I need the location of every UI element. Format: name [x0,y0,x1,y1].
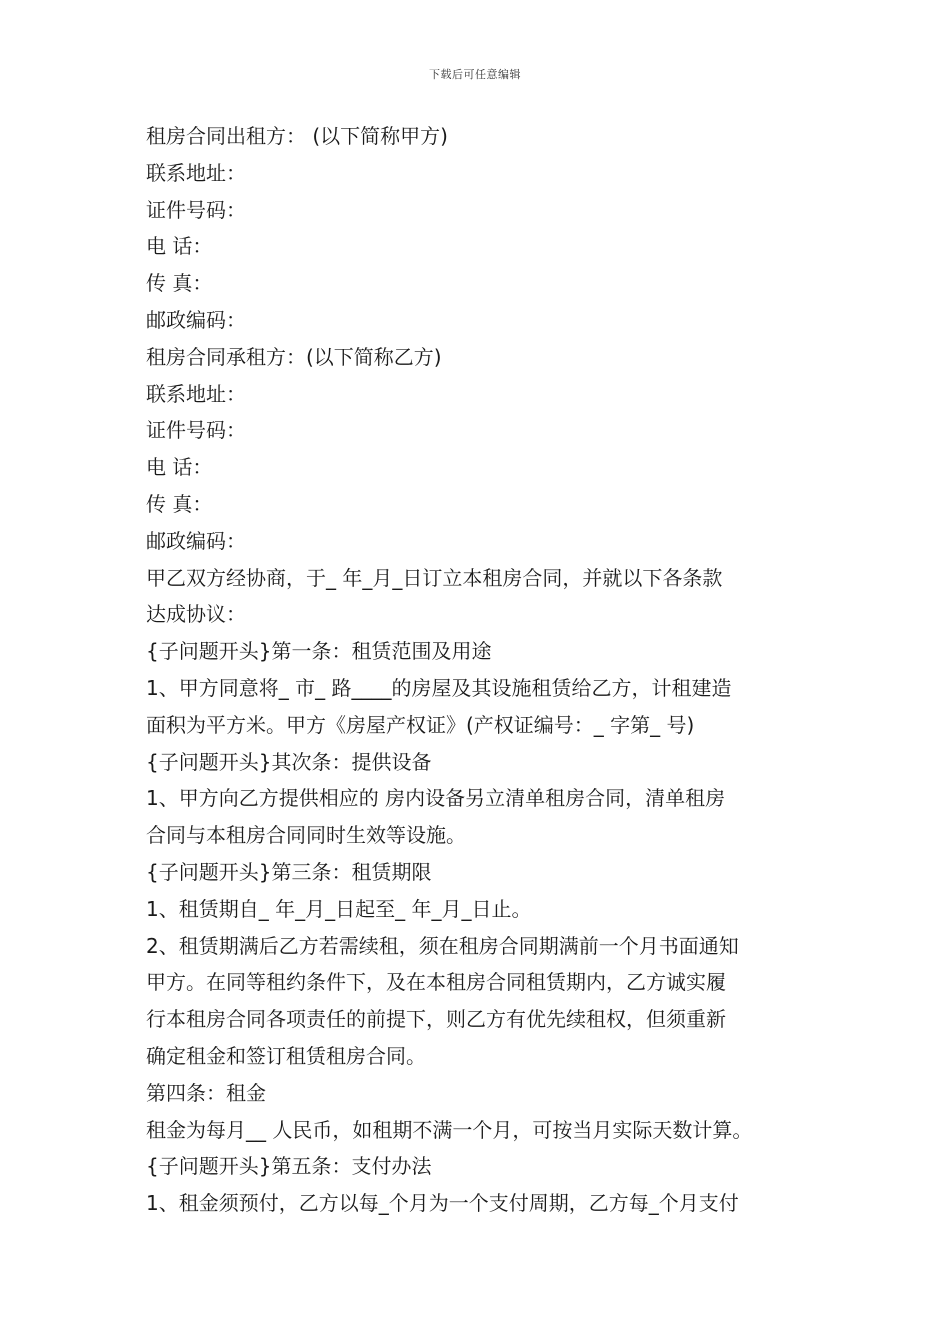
text-line: 邮政编码： [146,307,246,332]
section-heading: 第四条：租金 [146,1080,266,1105]
text-line: 1、租赁期自_ 年_月_日起至_ 年_月_日止。 [146,896,532,921]
text-line: 1、甲方向乙方提供相应的 房内设备另立清单租房合同，清单租房 [146,786,726,811]
text-line: 面积为平方米。甲方《房屋产权证》(产权证编号：_ 字第_ 号) [146,712,695,737]
text-line: 租房合同出租方： (以下简称甲方) [146,124,448,148]
text-line: 租金为每月__ 人民币，如租期不满一个月，可按当月实际天数计算。 [146,1117,753,1142]
text-line: 1、甲方同意将_ 市_ 路____的房屋及其设施租赁给乙方，计租建造 [146,675,732,700]
text-line: 达成协议： [146,602,246,627]
text-line: 联系地址： [146,160,246,185]
text-line: 甲方。在同等租约条件下，及在本租房合同租赁期内，乙方诚实履 [146,970,726,995]
text-line: 甲乙双方经协商，于_ 年_月_日订立本租房合同，并就以下各条款 [146,565,723,590]
text-line: 传 真： [146,491,213,516]
page-header: 下载后可任意编辑 [429,68,521,81]
text-line: 租房合同承租方：(以下简称乙方) [146,344,442,369]
document-body [146,118,826,1222]
section-heading: {子问题开头}其次条：提供设备 [146,749,432,774]
text-line: 合同与本租房合同同时生效等设施。 [146,823,466,848]
text-line: 电 话： [146,234,213,259]
section-heading: {子问题开头}第三条：租赁期限 [146,859,432,884]
text-line: 行本租房合同各项责任的前提下，则乙方有优先续租权，但须重新 [146,1007,726,1032]
text-line: 证件号码： [146,197,246,222]
text-line: 传 真： [146,271,213,296]
text-line: 电 话： [146,455,213,480]
text-line: 邮政编码： [146,528,246,553]
text-line: 2、租赁期满后乙方若需续租，须在租房合同期满前一个月书面通知 [146,933,739,958]
text-line: 1、租金须预付，乙方以每_个月为一个支付周期，乙方每_个月支付 [146,1191,739,1216]
text-line: 确定租金和签订租赁租房合同。 [146,1043,426,1068]
text-line: 联系地址： [146,381,246,406]
section-heading: {子问题开头}第一条：租赁范围及用途 [146,639,492,664]
section-heading: {子问题开头}第五条：支付办法 [146,1154,432,1179]
text-line: 证件号码： [146,418,246,443]
